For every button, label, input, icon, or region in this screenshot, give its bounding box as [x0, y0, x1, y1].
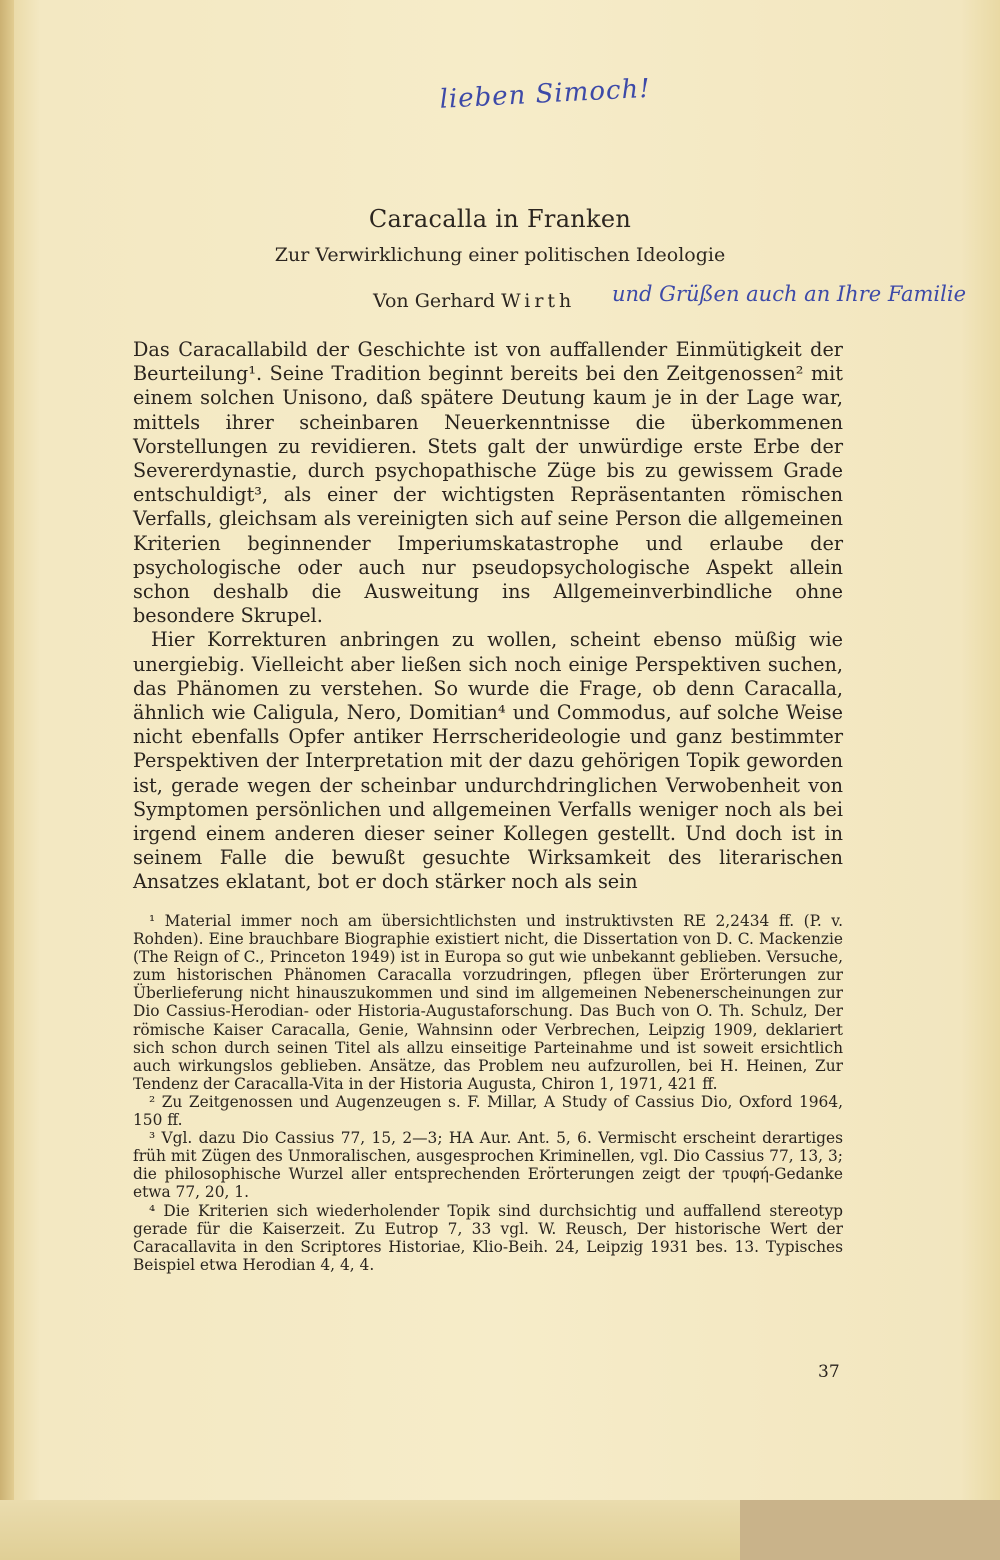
body-paragraph: Das Caracallabild der Geschichte ist von auffallender Einmütigkeit der Beurteilung¹. Seine Tradition beginnt bereits bei den Zeitgenossen² mit einem solchen Unisono, daß spätere Deutung kaum je in der Lage war, mittels ihrer scheinbaren Neuerkenntnisse die überkommenen Vorstellungen zu revidieren. Stets galt der unwürdige erste Erbe der Severerdynastie, durch psychopathische Züge bis zu gewissem Grade entschuldigt³, als einer der wichtigsten Repräsentanten römischen Verfalls, gleichsam als vereinigten sich auf seine Person die allgemeinen Kriterien beginnender Imperiumskatastrophe und erlaube der psychologische oder auch nur pseudopsychologische Aspekt allein schon deshalb die Ausweitung ins Allgemeinverbindliche ohne besondere Skrupel. — [133, 338, 843, 628]
footnote: ³ Vgl. dazu Dio Cassius 77, 15, 2—3; HA Aur. Ant. 5, 6. Vermischt erscheint derartiges früh mit Zügen des Unmoralischen, ausgesprochen Kriminellen, vgl. Dio Cassius 77, 13, 3; die philosophische Wurzel aller entsprechenden Erörterungen zeigt der τρυφή-Gedanke etwa 77, 20, 1. — [133, 1129, 843, 1202]
author-prefix: Von Gerhard — [373, 290, 496, 312]
body-text — [133, 338, 843, 895]
page-number: 37 — [818, 1362, 840, 1382]
handwritten-greeting: und Grüßen auch an Ihre Familie — [612, 282, 967, 306]
body-paragraph: Hier Korrekturen anbringen zu wollen, scheint ebenso müßig wie unergiebig. Vielleicht aber ließen sich noch einige Perspektiven suchen, das Phänomen zu verstehen. So wurde die Frage, ob denn Caracalla, ähnlich wie Caligula, Nero, Domitian⁴ und Commodus, auf solche Weise nicht ebenfalls Opfer antiker Herrscherideologie und ganz bestimmter Perspektiven der Interpretation mit der dazu gehörigen Topik geworden ist, gerade wegen der scheinbar undurchdringlichen Verwobenheit von Symptomen persönlichen und allgemeinen Verfalls weniger noch als bei irgend einem anderen dieser seiner Kollegen gestellt. Und doch ist in seinem Falle die bewußt gesuchte Wirksamkeit des literarischen Ansatzes eklatant, bot er doch stärker noch als sein — [133, 628, 843, 894]
footnotes — [133, 912, 843, 1274]
paper-bottom-edge — [0, 1500, 1000, 1560]
article-subtitle: Zur Verwirklichung einer politischen Ideologie — [274, 244, 726, 266]
underlying-paper — [740, 1500, 1000, 1560]
footnote: ¹ Material immer noch am übersichtlichsten und instruktivsten RE 2,2434 ff. (P. v. Rohden). Eine brauchbare Biographie existiert nicht, die Dissertation von D. C. Mackenzie (The Reign of C., Princeton 1949) ist in Europa so gut wie unbekannt geblieben. Versuche, zum historischen Phänomen Caracalla vorzudringen, pflegen über Erörterungen zur Überlieferung nicht hinauszukommen und sind im allgemeinen Nebenerscheinungen zur Dio Cassius-Herodian- oder Historia-Augustaforschung. Das Buch von O. Th. Schulz, Der römische Kaiser Caracalla, Genie, Wahnsinn oder Verbrechen, Leipzig 1909, deklariert sich schon durch seinen Titel als allzu einseitige Parteinahme und ist soweit ersichtlich auch wirkungslos geblieben. Ansätze, das Problem neu aufzurollen, bei H. Heinen, Zur Tendenz der Caracalla-Vita in der Historia Augusta, Chiron 1, 1971, 421 ff. — [133, 912, 843, 1093]
author-line — [373, 290, 575, 312]
author-name: Wirth — [501, 290, 576, 312]
footnote: ² Zu Zeitgenossen und Augenzeugen s. F. Millar, A Study of Cassius Dio, Oxford 1964, 150 ff. — [133, 1092, 843, 1130]
footnote: ⁴ Die Kriterien sich wiederholender Topik sind durchsichtig und auffallend stereotyp gerade für die Kaiserzeit. Zu Eutrop 7, 33 vgl. W. Reusch, Der historische Wert der Caracallavita in den Scriptores Historiae, Klio-Beih. 24, Leipzig 1931 bes. 13. Typisches Beispiel etwa Herodian 4, 4, 4. — [133, 1201, 843, 1274]
handwritten-salutation: lieben Simoch! — [438, 73, 652, 115]
article-title: Caracalla in Franken — [368, 205, 632, 233]
paper-left-edge — [0, 0, 14, 1560]
